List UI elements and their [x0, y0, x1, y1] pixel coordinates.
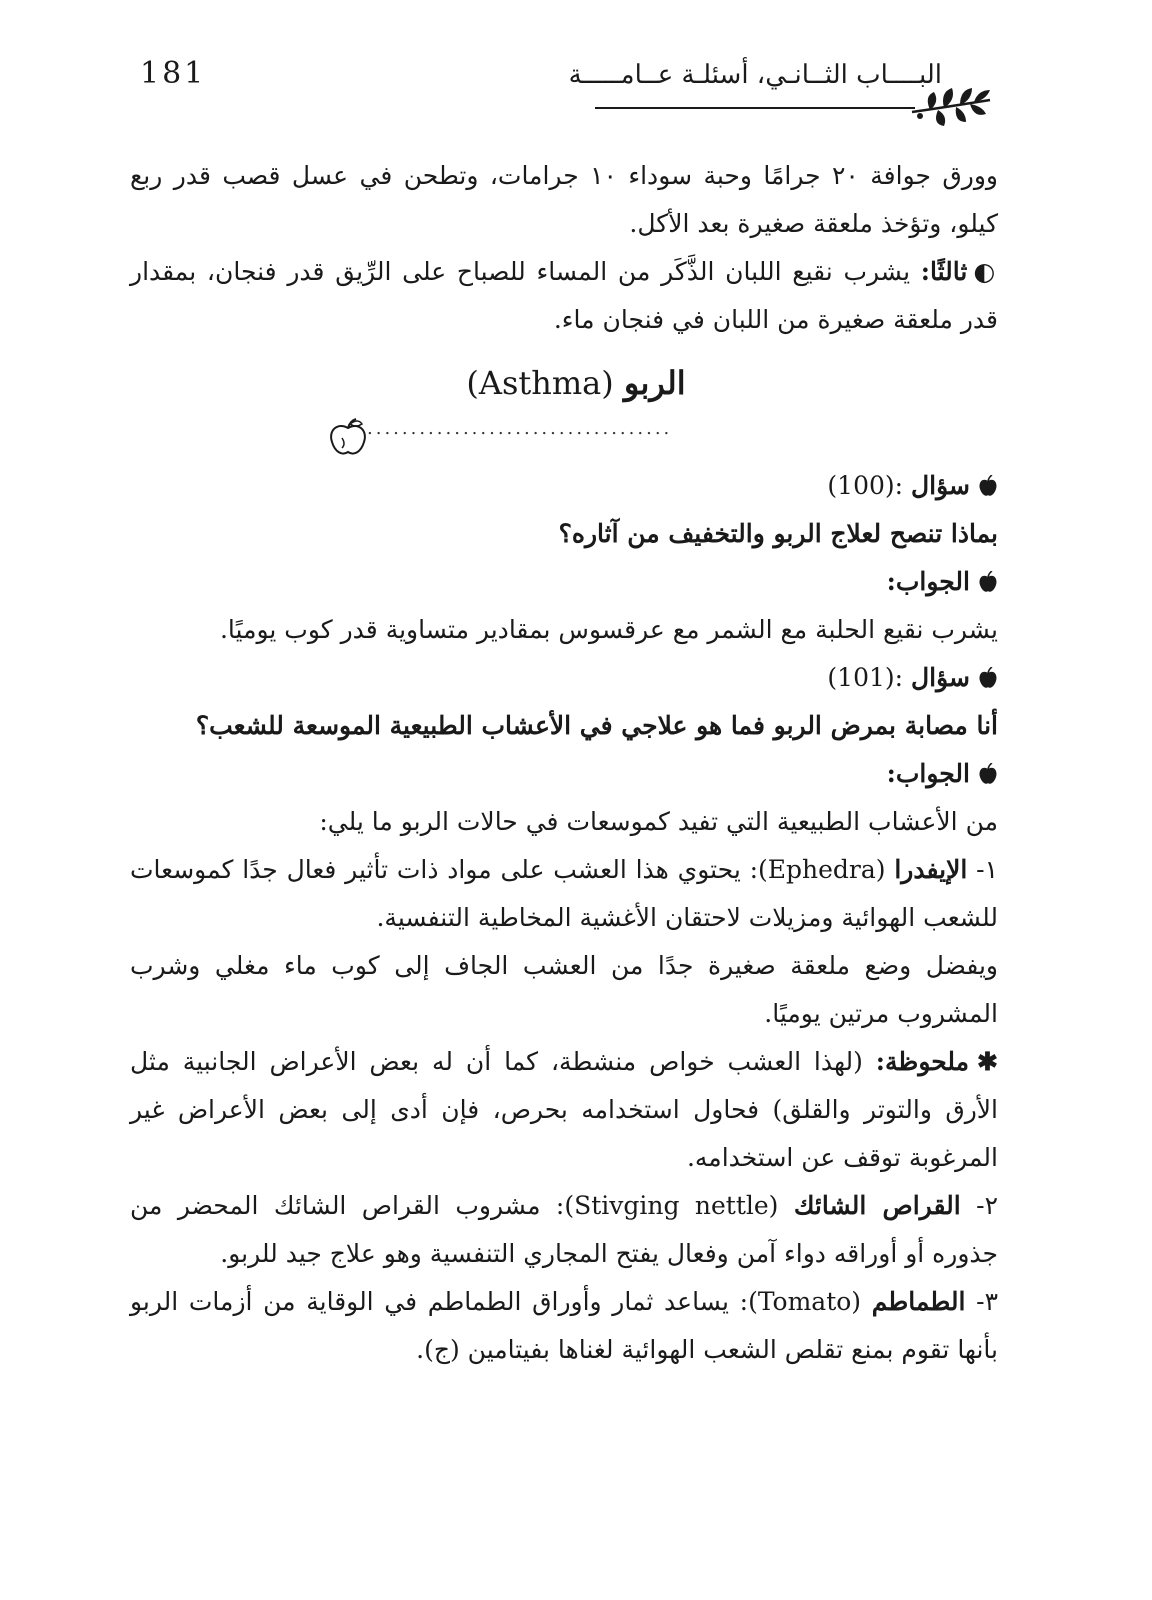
item-tomato: [130, 1278, 998, 1374]
apple-bullet-icon: [978, 571, 998, 593]
running-header: البــــاب الثــانـي، أسئلـة عــامـــــة: [568, 60, 942, 90]
thirdly-label: ثالثًا:: [920, 257, 968, 286]
page-number: 181: [140, 56, 207, 91]
asterisk-icon: ✱: [977, 1047, 998, 1076]
item2-en: (Stivging nettle): [564, 1191, 779, 1220]
q101-header: [130, 654, 998, 702]
item1-text: : يحتوي هذا العشب على مواد ذات تأثير فعال جدًا كموسعات للشعب الهوائية ومزيلات لاحتقان الأغشية المخاطية التنفسية.: [130, 855, 998, 932]
thirdly-text: يشرب نقيع اللبان الذَّكَر من المساء للصباح على الرِّيق قدر فنجان، بمقدار قدر ملعقة صغيرة من اللبان في فنجان ماء.: [130, 257, 998, 334]
q100-answer-label: الجواب:: [886, 567, 970, 596]
paragraph-continuation: وورق جوافة ٢٠ جرامًا وحبة سوداء ١٠ جرامات، وتطحن في عسل قصب قدر ربع كيلو، وتؤخذ ملعقة صغيرة بعد الأكل.: [130, 161, 998, 238]
item3-en: (Tomato): [748, 1287, 862, 1316]
item3-text: : يساعد ثمار وأوراق الطماطم في الوقاية من أزمات الربو بأنها تقوم بمنع تقلص الشعب الهوائية لغناها بفيتامين (ج).: [130, 1287, 998, 1364]
section-title-en: (Asthma): [466, 364, 614, 402]
leaf-branch-icon: [910, 86, 992, 128]
note: [130, 1038, 998, 1182]
paragraph-thirdly: [130, 248, 998, 344]
q100-question: بماذا تنصح لعلاج الربو والتخفيف من آثاره؟: [558, 519, 998, 548]
item-nettle: [130, 1182, 998, 1278]
item1-usage: ويفضل وضع ملعقة صغيرة جدًا من العشب الجاف إلى كوب ماء مغلي وشرب المشروب مرتين يوميًا.: [130, 951, 998, 1028]
item1-name: الإيفدرا: [894, 855, 968, 884]
apple-bullet-icon: [978, 475, 998, 497]
q101-answer-label: الجواب:: [886, 759, 970, 788]
c-bullet-icon: ◐: [973, 257, 998, 286]
item2-name: القراص الشائك: [793, 1191, 961, 1220]
qa-block: [130, 462, 998, 1374]
q100-label: سؤال: [911, 471, 970, 500]
q101-question: أنا مصابة بمرض الربو فما هو علاجي في الأعشاب الطبيعية الموسعة للشعب؟: [195, 711, 998, 740]
item3-name: الطماطم: [871, 1287, 966, 1316]
section-title-ar: الربو: [623, 364, 686, 402]
q101-intro: من الأعشاب الطبيعية التي تفيد كموسعات في حالات الربو ما يلي:: [319, 807, 998, 836]
q100-answer-header: [130, 558, 998, 606]
item1-number: ١-: [976, 855, 998, 884]
apple-bullet-icon: [978, 667, 998, 689]
item-ephedra: [130, 846, 998, 942]
q100-number: (100):: [827, 471, 904, 500]
apple-outline-icon: [326, 418, 370, 458]
section-title: [0, 364, 1152, 402]
q100-answer: يشرب نقيع الحلبة مع الشمر مع عرقسوس بمقادير متساوية قدر كوب يوميًا.: [219, 615, 998, 644]
item3-number: ٣-: [976, 1287, 998, 1316]
q100-header: [130, 462, 998, 510]
q101-label: سؤال: [911, 663, 970, 692]
header-rule: [595, 107, 915, 109]
dotted-divider: ...................................: [367, 418, 673, 439]
q101-answer-header: [130, 750, 998, 798]
q101-number: (101):: [827, 663, 904, 692]
item2-number: ٢-: [976, 1191, 998, 1220]
top-text-block: [130, 152, 998, 344]
note-text: (لهذا العشب خواص منشطة، كما أن له بعض الأعراض الجانبية مثل الأرق والتوتر والقلق) فحاول استخدامه بحرص، فإن أدى إلى بعض الأعراض غير المرغوبة توقف عن استخدامه.: [130, 1047, 998, 1172]
note-label: ملحوظة:: [875, 1047, 970, 1076]
item2-text: : مشروب القراص الشائك المحضر من جذوره أو أوراقه دواء آمن وفعال يفتح المجاري التنفسية وهو علاج جيد للربو.: [130, 1191, 998, 1268]
item1-en: (Ephedra): [758, 855, 886, 884]
apple-bullet-icon: [978, 763, 998, 785]
